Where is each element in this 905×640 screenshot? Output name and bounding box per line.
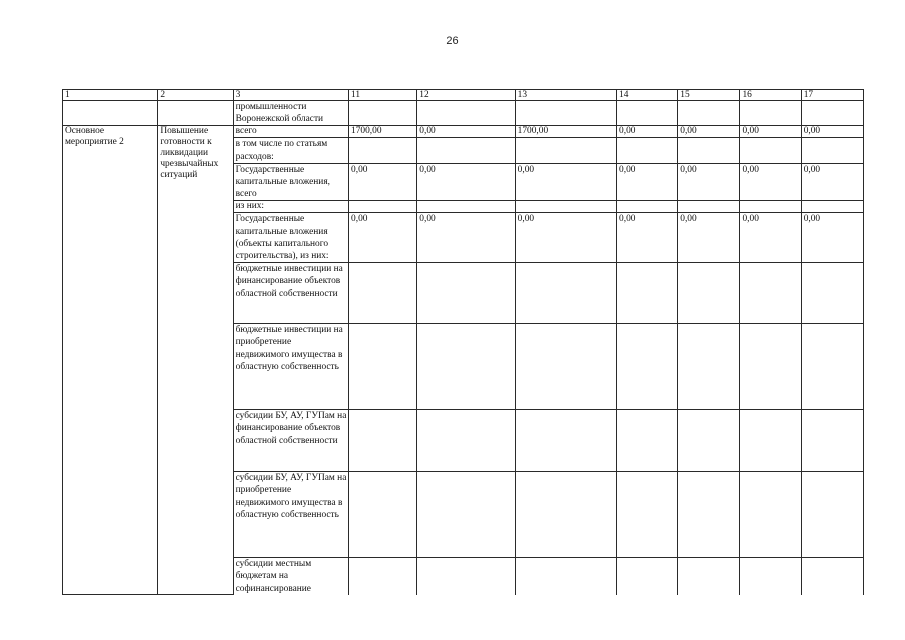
value-cell: 1700,00 (515, 126, 616, 138)
value-cell: 0,00 (678, 126, 740, 138)
value-cell: 0,00 (417, 126, 515, 138)
row-label: Государственные капитальные вложения, всего (233, 163, 348, 201)
header-cell: 16 (740, 90, 801, 101)
value-cell: 0,00 (740, 163, 801, 201)
value-cell: 0,00 (417, 213, 515, 263)
table-row (63, 126, 864, 138)
value-cell: 0,00 (678, 213, 740, 263)
value-cell: 0,00 (678, 163, 740, 201)
header-cell: 11 (349, 90, 417, 101)
header-cell: 3 (233, 90, 348, 101)
value-cell: 0,00 (515, 163, 616, 201)
value-cell: 0,00 (617, 163, 678, 201)
row-label: субсидии местным бюджетам на софинансирование (233, 558, 348, 595)
header-cell: 13 (515, 90, 616, 101)
value-cell: 0,00 (515, 213, 616, 263)
value-cell: 0,00 (801, 213, 863, 263)
value-cell: 0,00 (349, 163, 417, 201)
value-cell: 0,00 (801, 126, 863, 138)
budget-table (62, 89, 864, 595)
row-label: в том числе по статьям расходов: (233, 138, 348, 163)
header-cell: 14 (617, 90, 678, 101)
row-label: из них: (233, 201, 348, 213)
row-label: промышленности Воронежской области (233, 101, 348, 126)
row-label: Государственные капитальные вложения (объекты капитального строительства), из них: (233, 213, 348, 263)
header-cell: 2 (158, 90, 233, 101)
row-label: бюджетные инвестиции на финансирование объектов областной собственности (233, 263, 348, 324)
header-cell: 17 (801, 90, 863, 101)
value-cell: 0,00 (740, 126, 801, 138)
table-row (63, 101, 864, 126)
value-cell: 0,00 (349, 213, 417, 263)
value-cell: 0,00 (617, 126, 678, 138)
row-label: субсидии БУ, АУ, ГУПам на финансирование объектов областной собственности (233, 410, 348, 472)
table-header-row (63, 90, 864, 101)
header-cell: 1 (63, 90, 158, 101)
value-cell: 1700,00 (349, 126, 417, 138)
header-cell: 15 (678, 90, 740, 101)
page-number: 26 (446, 35, 459, 47)
activity-title: Повышение готовности к ликвидации чрезвычайных ситуаций (158, 126, 233, 595)
header-cell: 12 (417, 90, 515, 101)
row-label: всего (233, 126, 348, 138)
value-cell: 0,00 (417, 163, 515, 201)
row-label: бюджетные инвестиции на приобретение недвижимого имущества в областную собственность (233, 324, 348, 410)
value-cell: 0,00 (801, 163, 863, 201)
value-cell: 0,00 (617, 213, 678, 263)
activity-name: Основное мероприятие 2 (63, 126, 158, 595)
value-cell: 0,00 (740, 213, 801, 263)
row-label: субсидии БУ, АУ, ГУПам на приобретение недвижимого имущества в областную собственность (233, 472, 348, 558)
